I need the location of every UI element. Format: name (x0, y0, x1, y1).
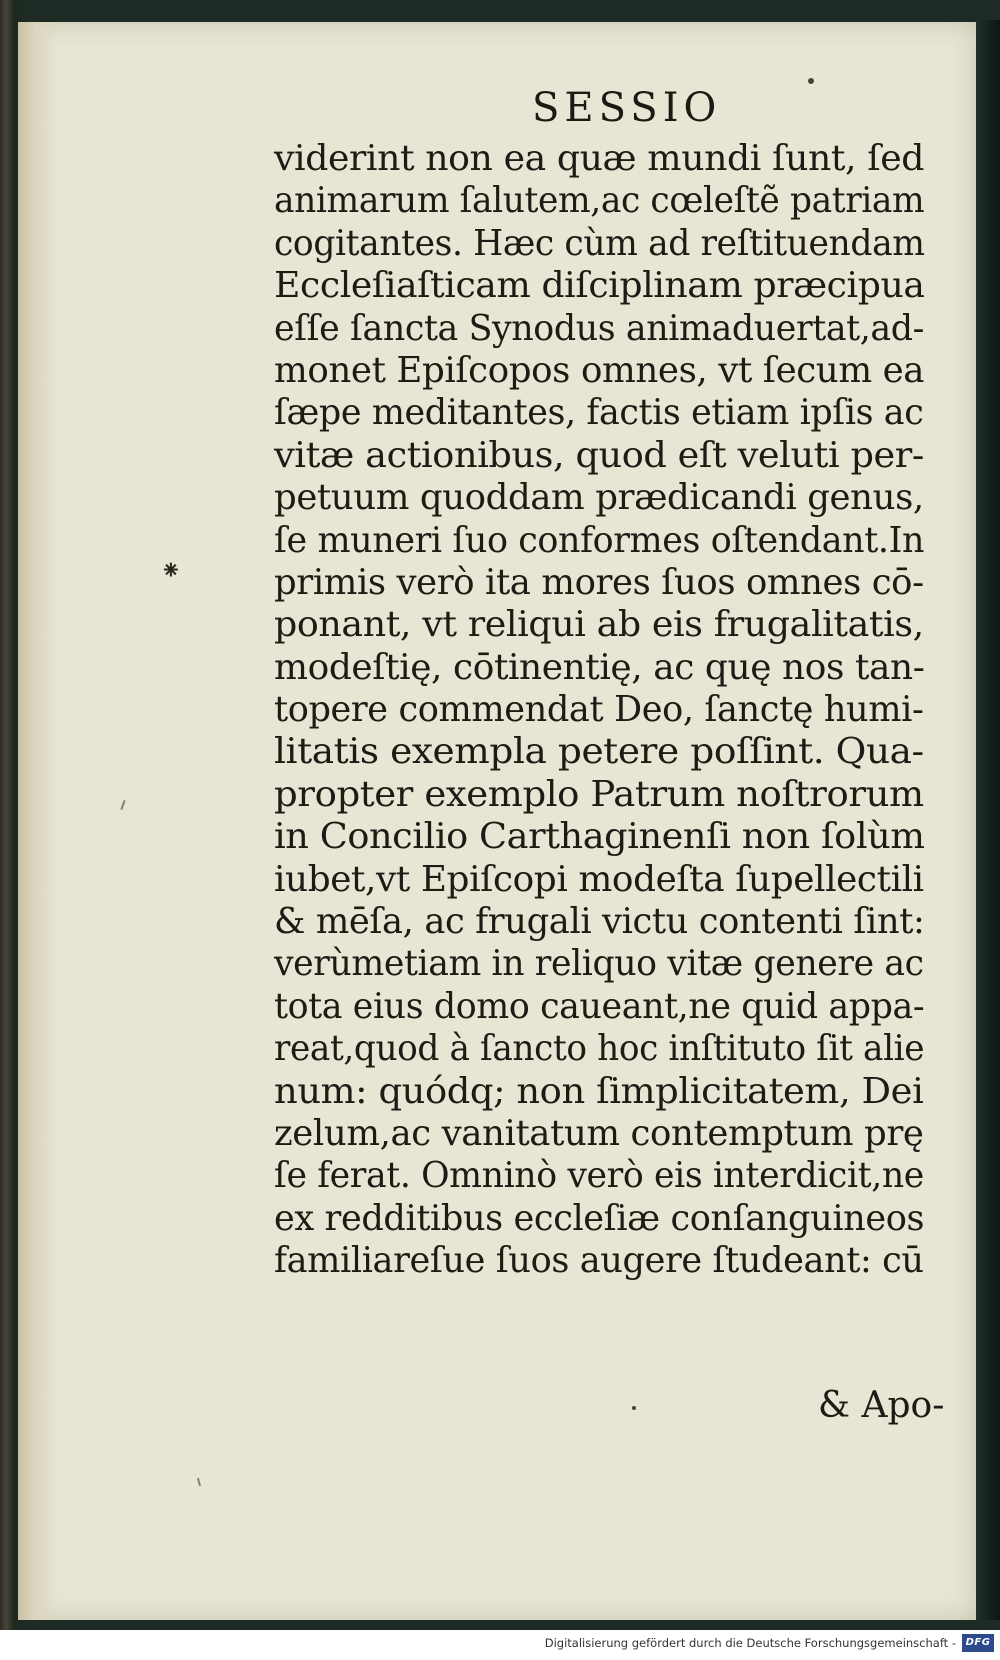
text-line: ſæpe meditantes, factis etiam ipſis ac (274, 392, 924, 434)
ink-speck (632, 1406, 636, 1410)
text-line: cogitantes. Hæc cùm ad reſtituendam (274, 222, 925, 264)
digitization-credit: Digitalisierung gefördert durch die Deutsche Forschungsgemeinschaft - (544, 1636, 956, 1650)
text-line: eſſe ſancta Synodus animaduertat,ad- (274, 307, 925, 349)
text-line: in Concilio Carthaginenſi non ſolùm (274, 816, 925, 858)
text-line: reat,quod à ſancto hoc inſtituto ſit alie (274, 1028, 925, 1070)
text-line: num: quódq; non ſimplicitatem, Dei (274, 1070, 924, 1112)
text-line: familiareſue ſuos augere ſtudeant: cū (274, 1240, 924, 1282)
text-line: ponant, vt reliqui ab eis frugalitatis, (274, 604, 924, 646)
text-line: animarum ſalutem,ac cœleſtẽ patriam (274, 180, 925, 222)
text-line: verùmetiam in reliquo vitæ genere ac (274, 943, 924, 985)
text-line: monet Epiſcopos omnes, vt ſecum ea (274, 349, 925, 391)
text-line: ſe ferat. Omninò verò eis interdicit,ne (274, 1155, 924, 1197)
text-line: ex redditibus eccleſiæ conſanguineos (274, 1197, 925, 1239)
text-line: zelum,ac vanitatum contemptum prę (274, 1112, 924, 1154)
text-line: tota eius domo caueant,ne quid appa- (274, 985, 925, 1027)
text-line: litatis exempla petere poſſint. Qua- (274, 731, 924, 773)
text-line: Eccleſiaſticam diſciplinam præcipua (274, 265, 925, 307)
dfg-logo: DFG (962, 1634, 994, 1652)
text-line: primis verò ita mores ſuos omnes cō- (274, 561, 924, 603)
text-line: propter exemplo Patrum noſtrorum (274, 773, 924, 815)
text-line: topere commendat Deo, ſanctę humi- (274, 689, 924, 731)
ink-speck (808, 78, 814, 84)
running-head: SESSIO (532, 85, 722, 131)
text-line: iubet,vt Epiſcopi modeſta ſupellectili (274, 858, 924, 900)
text-line: modeſtię, cōtinentię, ac quę nos tan- (274, 646, 925, 688)
catchword: & Apo- (818, 1385, 945, 1426)
text-line: petuum quoddam prædicandi genus, (274, 477, 924, 519)
margin-mark: ⁕ (160, 556, 182, 586)
text-line: & mēſa, ac frugali victu contenti ſint: (274, 901, 925, 943)
text-line: vitæ actionibus, quod eſt veluti per- (274, 434, 924, 476)
text-line: ſe muneri ſuo conformes oſtendant.In (274, 519, 925, 561)
page-gutter-shadow (18, 22, 58, 1620)
text-line: viderint non ea quæ mundi ſunt, ſed (274, 138, 925, 179)
page-text-block (274, 138, 974, 1283)
